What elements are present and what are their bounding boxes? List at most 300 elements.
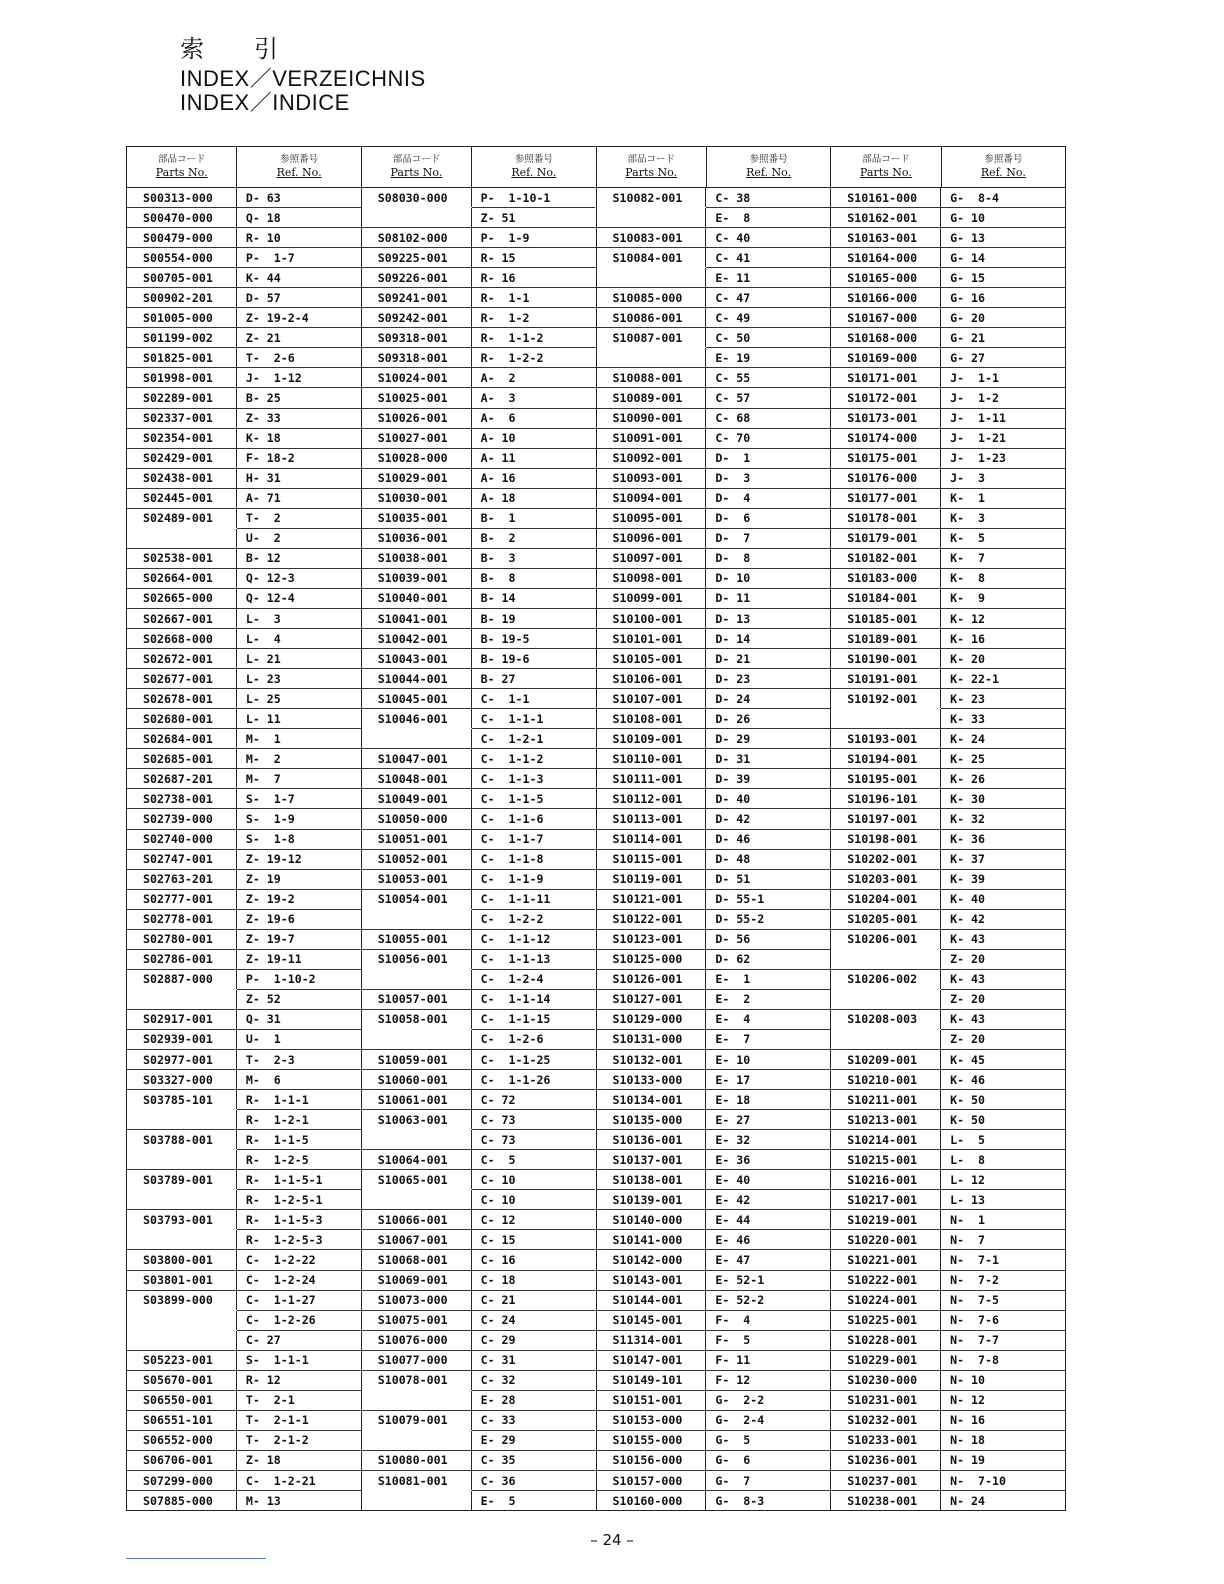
table-row: [127, 228, 361, 248]
parts-no-cell: S02664-001: [127, 569, 237, 588]
ref-no-cell: M- 7: [245, 771, 281, 786]
parts-no-cell: [362, 910, 472, 929]
ref-no-cell: E- 52-1: [715, 1273, 765, 1288]
parts-no-cell: S06706-001: [127, 1451, 237, 1470]
ref-no-cell: D- 63: [245, 190, 281, 205]
parts-no-cell: S10189-001: [831, 629, 941, 648]
table-row: [831, 1491, 1065, 1510]
table-row: [362, 388, 596, 408]
ref-no-cell: D- 21: [715, 651, 751, 666]
table-row: [597, 1311, 831, 1331]
ref-no-cell: C- 1-2-22: [245, 1253, 316, 1267]
table-row: [127, 1150, 361, 1170]
ref-no-cell: R- 1-2-5-1: [245, 1192, 323, 1207]
ref-no-cell: B- 25: [245, 390, 281, 405]
ref-no-cell: R- 16: [480, 270, 516, 285]
ref-no-cell: E- 4: [715, 1012, 751, 1027]
parts-no-cell: S00554-000: [127, 248, 237, 267]
index-column-4: [830, 146, 1066, 1511]
table-row: [362, 1471, 596, 1491]
parts-no-cell: S10096-001: [597, 529, 707, 548]
ref-no-header: [237, 147, 360, 187]
parts-no-cell: S10237-001: [831, 1471, 941, 1490]
parts-no-cell: S03789-001: [127, 1170, 237, 1189]
ref-no-cell: N- 18: [950, 1433, 986, 1448]
ref-no-cell: P- 1-10-2: [237, 970, 361, 990]
table-row: [831, 1210, 1065, 1230]
ref-no-cell: G- 13: [950, 230, 986, 245]
parts-no-cell: S10156-000: [597, 1451, 707, 1470]
parts-no-cell: S00470-000: [127, 208, 237, 227]
parts-no-cell: S10112-001: [597, 789, 707, 808]
parts-no-cell: S10220-001: [831, 1230, 941, 1249]
table-row: [831, 1451, 1065, 1471]
parts-no-cell: S10206-002: [831, 970, 941, 989]
parts-no-cell: S02438-001: [127, 469, 237, 488]
table-row: [597, 308, 831, 328]
parts-no-cell: S08030-000: [362, 188, 472, 207]
table-row: [127, 729, 361, 749]
parts-no-cell: S10084-001: [597, 248, 707, 267]
parts-no-cell: S10054-001: [362, 890, 472, 909]
table-row: [362, 208, 596, 228]
parts-no-cell: S10203-001: [831, 870, 941, 889]
parts-no-cell: S10109-001: [597, 729, 707, 748]
table-row: [127, 489, 361, 509]
ref-no-cell: C- 40: [715, 230, 751, 245]
parts-no-cell: S10077-000: [362, 1351, 472, 1370]
table-row: [597, 970, 831, 990]
parts-no-header-jp: 部品コード: [862, 154, 910, 166]
parts-no-cell: S09318-001: [362, 348, 472, 367]
ref-no-cell: B- 3: [480, 551, 516, 566]
table-row: [127, 1431, 361, 1451]
parts-no-cell: S10161-000: [831, 188, 941, 207]
ref-no-cell: R- 1-1: [480, 290, 530, 305]
table-row: [831, 1230, 1065, 1250]
parts-no-cell: S10059-001: [362, 1050, 472, 1069]
ref-no-cell: D- 11: [715, 591, 751, 606]
index-rows: [127, 188, 361, 1510]
ref-no-cell: L- 11: [245, 711, 281, 726]
table-row: [597, 850, 831, 870]
table-row: [362, 188, 596, 208]
ref-no-cell: C- 1-1-11: [472, 890, 596, 910]
ref-no-cell: N- 19: [950, 1453, 986, 1468]
ref-no-cell: K- 32: [950, 811, 986, 826]
parts-no-cell: S03899-000: [127, 1291, 237, 1310]
parts-no-cell: S00705-001: [127, 268, 237, 287]
ref-no-cell: D- 57: [245, 290, 281, 305]
ref-no-cell: D- 24: [715, 691, 751, 706]
ref-no-cell: C- 55: [715, 370, 751, 385]
table-row: [597, 589, 831, 609]
ref-no-header-jp: 参照番号: [280, 154, 319, 166]
ref-no-cell: E- 44: [715, 1212, 751, 1227]
ref-no-cell: K- 43: [941, 1010, 1065, 1030]
table-row: [597, 1110, 831, 1130]
table-row: [831, 850, 1065, 870]
table-row: [127, 1371, 361, 1391]
ref-no-cell: Z- 19-11: [245, 952, 302, 967]
title-line-1: INDEX／VERZEICHNIS: [180, 66, 426, 91]
column-header: [831, 147, 1065, 188]
ref-no-cell: C- 1-1-2: [480, 751, 544, 766]
table-row: [362, 1451, 596, 1471]
table-row: [831, 709, 1065, 729]
table-row: [831, 288, 1065, 308]
table-row: [362, 268, 596, 288]
ref-no-cell: K- 3: [950, 511, 986, 526]
ref-no-cell: D- 13: [715, 611, 751, 626]
ref-no-cell: Q- 18: [245, 210, 281, 225]
table-row: [831, 549, 1065, 569]
parts-no-cell: S10098-001: [597, 569, 707, 588]
parts-no-cell: S10214-001: [831, 1130, 941, 1149]
table-row: [127, 649, 361, 669]
table-row: [127, 1070, 361, 1090]
ref-no-cell: R- 1-1-1: [237, 1090, 361, 1110]
page-number: – 24 –: [590, 1531, 634, 1549]
table-row: [362, 489, 596, 509]
table-row: [127, 1451, 361, 1471]
ref-no-cell: P- 1-9: [480, 230, 530, 245]
table-row: [831, 1311, 1065, 1331]
ref-no-cell: L- 12: [950, 1172, 986, 1187]
ref-no-cell: C- 1-2-21: [245, 1473, 316, 1488]
ref-no-cell: C- 73: [472, 1110, 596, 1130]
ref-no-header: [707, 147, 830, 187]
parts-no-cell: S10028-000: [362, 449, 472, 468]
ref-no-cell: L- 13: [950, 1192, 986, 1207]
table-row: [597, 248, 831, 268]
ref-no-cell: C- 1-2-2: [480, 912, 544, 927]
table-row: [362, 1190, 596, 1210]
ref-no-cell: J- 1-12: [245, 370, 302, 385]
table-row: [597, 830, 831, 850]
table-row: [597, 609, 831, 629]
index-rows: [597, 188, 831, 1510]
ref-no-cell: G- 5: [715, 1433, 751, 1448]
parts-no-cell: S09318-001: [362, 328, 472, 347]
ref-no-cell: R- 1-2: [480, 310, 530, 325]
table-row: [831, 1351, 1065, 1371]
table-row: [127, 1311, 361, 1331]
table-row: [597, 549, 831, 569]
parts-no-cell: S10051-001: [362, 830, 472, 849]
parts-no-cell: S10137-001: [597, 1150, 707, 1169]
ref-no-cell: L- 8: [950, 1152, 986, 1167]
parts-no-cell: S10206-001: [831, 930, 941, 949]
table-row: [597, 529, 831, 549]
table-row: [362, 429, 596, 449]
ref-no-cell: C- 70: [715, 431, 751, 446]
ref-no-cell: C- 1-1-15: [472, 1010, 596, 1030]
table-row: [127, 910, 361, 930]
table-row: [831, 729, 1065, 749]
table-row: [127, 609, 361, 629]
parts-no-cell: [127, 1230, 237, 1249]
parts-no-cell: S03788-001: [127, 1130, 237, 1149]
parts-no-cell: S02739-000: [127, 809, 237, 828]
table-row: [831, 529, 1065, 549]
parts-no-cell: S06550-001: [127, 1391, 237, 1410]
table-row: [127, 789, 361, 809]
ref-no-header-en: Ref. No.: [746, 166, 792, 180]
parts-no-cell: S10225-001: [831, 1311, 941, 1330]
ref-no-cell: N- 7-8: [950, 1353, 999, 1368]
parts-no-cell: S02668-000: [127, 629, 237, 648]
ref-no-cell: J- 1-21: [950, 431, 1006, 446]
parts-no-cell: S10053-001: [362, 870, 472, 889]
table-row: [597, 409, 831, 429]
parts-no-cell: S03327-000: [127, 1070, 237, 1089]
parts-no-cell: S10024-001: [362, 368, 472, 387]
parts-no-cell: [831, 990, 941, 1009]
table-row: [597, 1030, 831, 1050]
ref-no-cell: K- 24: [950, 731, 986, 746]
table-row: [597, 509, 831, 529]
ref-no-cell: C- 1-1-13: [472, 950, 596, 970]
ref-no-cell: J- 3: [950, 471, 986, 486]
ref-no-cell: T- 2-6: [245, 350, 295, 365]
table-row: [127, 1170, 361, 1190]
table-row: [362, 228, 596, 248]
table-row: [362, 529, 596, 549]
parts-no-cell: S10149-101: [597, 1371, 707, 1390]
table-row: [362, 890, 596, 910]
table-row: [831, 469, 1065, 489]
ref-no-cell: K- 20: [950, 651, 986, 666]
ref-no-cell: M- 6: [245, 1072, 281, 1087]
table-row: [127, 870, 361, 890]
parts-no-cell: S03800-001: [127, 1250, 237, 1269]
ref-no-cell: R- 1-2-5-3: [245, 1232, 323, 1247]
table-row: [831, 248, 1065, 268]
ref-no-cell: A- 16: [480, 471, 516, 486]
parts-no-cell: S10079-001: [362, 1411, 472, 1430]
parts-no-header-jp: 部品コード: [392, 154, 441, 166]
parts-no-cell: S10038-001: [362, 549, 472, 568]
ref-no-cell: D- 42: [715, 811, 751, 826]
table-row: [362, 409, 596, 429]
parts-no-cell: S02684-001: [127, 729, 237, 748]
ref-no-cell: S- 1-1-1: [245, 1353, 309, 1368]
table-row: [831, 749, 1065, 769]
ref-no-cell: K- 39: [950, 872, 986, 887]
parts-no-cell: S02685-001: [127, 749, 237, 768]
parts-no-cell: S10049-001: [362, 789, 472, 808]
ref-no-cell: B- 14: [480, 591, 516, 606]
ref-no-cell: R- 1-1-2: [480, 330, 544, 345]
parts-no-cell: S10132-001: [597, 1050, 707, 1069]
table-row: [597, 1070, 831, 1090]
parts-no-cell: S02538-001: [127, 549, 237, 568]
index-rows: [362, 188, 596, 1510]
table-row: [127, 1331, 361, 1351]
parts-no-cell: [362, 1130, 472, 1149]
ref-no-cell: C- 1-1-27: [237, 1291, 361, 1311]
ref-no-cell: Z- 33: [245, 411, 281, 426]
table-row: [597, 1411, 831, 1431]
table-row: [362, 1311, 596, 1331]
table-row: [362, 809, 596, 829]
parts-no-cell: S10166-000: [831, 288, 941, 307]
table-row: [831, 1431, 1065, 1451]
parts-no-cell: S10048-001: [362, 769, 472, 788]
parts-no-cell: S10081-001: [362, 1471, 472, 1490]
ref-no-cell: K- 33: [950, 711, 986, 726]
table-row: [831, 950, 1065, 970]
ref-no-cell: G- 21: [950, 330, 986, 345]
table-row: [362, 1050, 596, 1070]
table-row: [362, 1070, 596, 1090]
table-row: [597, 1351, 831, 1371]
parts-no-cell: S10045-001: [362, 689, 472, 708]
ref-no-cell: C- 1-1-6: [480, 811, 544, 826]
parts-no-cell: S02680-001: [127, 709, 237, 728]
parts-no-cell: S10067-001: [362, 1230, 472, 1249]
table-row: [597, 388, 831, 408]
ref-no-cell: C- 49: [715, 310, 751, 325]
table-row: [597, 1130, 831, 1150]
ref-no-cell: D- 51: [715, 872, 751, 887]
parts-no-cell: S10163-001: [831, 228, 941, 247]
ref-no-cell: C- 32: [472, 1371, 596, 1391]
parts-no-cell: S10026-001: [362, 409, 472, 428]
parts-no-cell: S10135-000: [597, 1110, 707, 1129]
ref-no-cell: R- 1-1-5-3: [237, 1210, 361, 1230]
parts-no-cell: S10047-001: [362, 749, 472, 768]
table-row: [127, 589, 361, 609]
table-row: [362, 629, 596, 649]
ref-no-header-en: Ref. No.: [276, 166, 322, 180]
table-row: [127, 509, 361, 529]
parts-no-cell: S10057-001: [362, 990, 472, 1009]
table-row: [597, 188, 831, 208]
parts-no-cell: S00479-000: [127, 228, 237, 247]
ref-no-cell: K- 22-1: [950, 671, 999, 686]
parts-no-cell: [831, 1030, 941, 1049]
ref-no-cell: T- 2-1-1: [245, 1413, 309, 1428]
table-row: [831, 1190, 1065, 1210]
ref-no-cell: R- 1-1-5: [237, 1130, 361, 1150]
ref-no-cell: K- 43: [941, 970, 1065, 990]
ref-no-cell: R- 12: [245, 1373, 281, 1388]
table-row: [597, 1090, 831, 1110]
parts-no-cell: S10139-001: [597, 1190, 707, 1209]
parts-no-cell: S10025-001: [362, 388, 472, 407]
parts-no-cell: S02687-201: [127, 769, 237, 788]
ref-no-cell: D- 4: [715, 491, 751, 506]
parts-no-cell: S02763-201: [127, 870, 237, 889]
table-row: [831, 809, 1065, 829]
ref-no-cell: D- 55-1: [715, 892, 765, 907]
ref-no-cell: J- 1-11: [950, 411, 1006, 426]
title-line-2: INDEX／INDICE: [180, 90, 350, 115]
table-row: [362, 1010, 596, 1030]
ref-no-cell: Q- 12-3: [245, 571, 295, 586]
ref-no-cell: C- 10: [472, 1170, 596, 1190]
ref-no-cell: C- 1-1-7: [480, 832, 544, 847]
ref-no-cell: E- 52-2: [715, 1293, 765, 1308]
table-row: [127, 1491, 361, 1510]
ref-no-cell: R- 1-2-5: [245, 1152, 309, 1167]
table-row: [831, 429, 1065, 449]
parts-no-cell: S10215-001: [831, 1150, 941, 1169]
ref-no-cell: E- 2: [715, 992, 751, 1007]
parts-no-header-jp: 部品コード: [627, 154, 675, 166]
parts-no-cell: [362, 1391, 472, 1410]
parts-no-cell: S10160-000: [597, 1491, 707, 1510]
ref-no-cell: H- 31: [245, 471, 281, 486]
ref-no-cell: N- 7: [950, 1232, 986, 1247]
table-row: [127, 950, 361, 970]
ref-no-cell: J- 1-23: [950, 451, 1006, 466]
parts-no-cell: [362, 1030, 472, 1049]
table-row: [597, 1271, 831, 1291]
parts-no-cell: [362, 729, 472, 748]
parts-no-cell: S02917-001: [127, 1010, 237, 1029]
parts-no-cell: S10238-001: [831, 1491, 941, 1510]
table-row: [831, 328, 1065, 348]
table-row: [597, 268, 831, 288]
parts-no-cell: S10153-000: [597, 1411, 707, 1430]
parts-no-cell: S10087-001: [597, 328, 707, 347]
table-row: [831, 970, 1065, 990]
ref-no-cell: K- 40: [950, 892, 986, 907]
table-row: [127, 990, 361, 1010]
parts-no-cell: S02777-001: [127, 890, 237, 909]
ref-no-cell: C- 24: [480, 1313, 516, 1328]
table-row: [127, 308, 361, 328]
parts-no-header-en: Parts No.: [860, 166, 912, 180]
ref-no-cell: G- 15: [950, 270, 986, 285]
table-row: [597, 429, 831, 449]
ref-no-cell: K- 7: [950, 551, 986, 566]
table-row: [362, 1331, 596, 1351]
table-row: [127, 749, 361, 769]
parts-no-header: [127, 147, 237, 187]
parts-no-cell: S06551-101: [127, 1411, 237, 1430]
ref-no-cell: L- 5: [950, 1132, 986, 1147]
parts-no-cell: S10147-001: [597, 1351, 707, 1370]
parts-no-cell: S10221-001: [831, 1250, 941, 1269]
ref-no-cell: G- 27: [950, 350, 986, 365]
table-row: [362, 609, 596, 629]
ref-no-header-en: Ref. No.: [511, 166, 557, 180]
ref-no-cell: C- 57: [715, 390, 751, 405]
ref-no-cell: C- 38: [706, 188, 830, 208]
ref-no-cell: D- 23: [715, 671, 751, 686]
parts-no-cell: S10176-000: [831, 469, 941, 488]
ref-no-cell: Z- 19-12: [245, 852, 302, 867]
parts-no-cell: S10093-001: [597, 469, 707, 488]
index-column-3: [596, 146, 831, 1511]
ref-no-cell: K- 12: [950, 611, 986, 626]
ref-no-cell: F- 11: [715, 1353, 751, 1368]
parts-no-cell: S02677-001: [127, 669, 237, 688]
table-row: [831, 1371, 1065, 1391]
parts-no-cell: S10085-000: [597, 288, 707, 307]
parts-no-cell: S02429-001: [127, 449, 237, 468]
ref-no-cell: Z- 19-2-4: [245, 310, 309, 325]
parts-no-cell: S05223-001: [127, 1351, 237, 1370]
parts-no-cell: S10075-001: [362, 1311, 472, 1330]
table-row: [831, 1391, 1065, 1411]
ref-no-cell: C- 1-2-24: [245, 1273, 316, 1288]
ref-no-cell: B- 1: [480, 511, 516, 526]
